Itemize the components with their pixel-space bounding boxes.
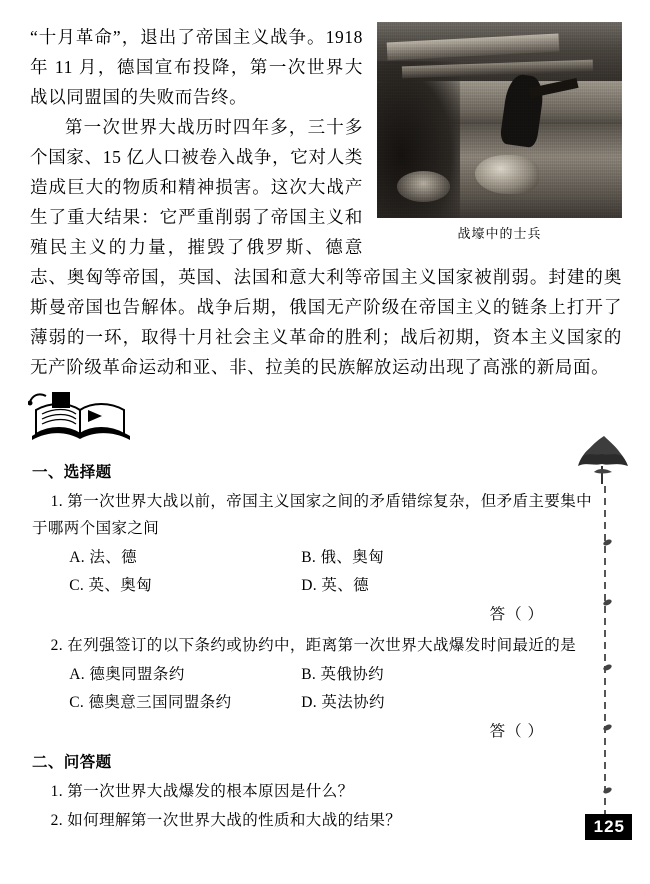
exercise-option-a[interactable]: A. 德奥同盟条约	[69, 666, 185, 683]
exercise-option-c[interactable]: C. 德奥意三国同盟条约	[69, 694, 232, 711]
exercise-options-row	[32, 544, 592, 571]
figure-caption: 战壕中的士兵	[457, 226, 542, 241]
exercise-question-1: 1. 第一次世界大战以前，帝国主义国家之间的矛盾错综复杂，但矛盾主要集中于哪两个国家之间	[32, 493, 592, 537]
exercise-answer-blank-1[interactable]: 答（ ）	[489, 606, 544, 623]
trench-soldier-photo	[377, 22, 622, 218]
exercise-options-row	[32, 661, 592, 688]
open-book-icon	[28, 390, 136, 448]
article-paragraph-2: 第一次世界大战历时四年多，三十多个国家、15 亿人口被卷入战争，它对人类造成巨大的物质和精神损害。这次大战产生了重大结果：它严重削弱了帝国主义和殖民主义的力量，摧毁了俄罗斯、德意志、奥匈等帝国，英国、法国和意大利等帝国主义国家被削弱。封建的奥斯曼帝国也告解体。战争后期，俄国无产阶级在帝国主义的链条上打开了薄弱的一环，取得十月社会主义革命的胜利；战后初期，资本主义国家的无产阶级革命运动和亚、非、拉美的民族解放运动出现了高涨的新局面。	[30, 117, 622, 377]
exercise-option-b[interactable]: B. 英俄协约	[301, 666, 385, 683]
exercise-options-row	[32, 572, 592, 599]
exercises-section	[32, 455, 592, 836]
essay-question-1: 1. 第一次世界大战爆发的根本原因是什么？	[50, 783, 354, 800]
exercise-option-b[interactable]: B. 俄、奥匈	[301, 549, 385, 566]
article-paragraph-1: “十月革命”，退出了帝国主义战争。1918 年 11 月，德国宣布投降，第一次世界大战以同盟国的失败而告终。	[30, 27, 363, 107]
exercise-section-heading-1: 一、选择题	[32, 464, 112, 481]
exercise-option-d[interactable]: D. 英、德	[301, 577, 370, 594]
exercise-section-heading-2: 二、问答题	[32, 754, 112, 771]
exercise-option-c[interactable]: C. 英、奥匈	[69, 577, 153, 594]
exercise-options-row	[32, 689, 592, 716]
essay-question-2: 2. 如何理解第一次世界大战的性质和大战的结果？	[50, 812, 402, 829]
exercise-option-a[interactable]: A. 法、德	[69, 549, 138, 566]
vine-decoration	[604, 486, 606, 816]
exercise-question-2: 2. 在列强签订的以下条约或协约中，距离第一次世界大战爆发时间最近的是	[50, 637, 577, 654]
page-number: 125	[585, 814, 632, 840]
exercise-option-d[interactable]: D. 英法协约	[301, 694, 385, 711]
article-section	[30, 22, 622, 382]
exercise-answer-blank-2[interactable]: 答（ ）	[489, 723, 544, 740]
figure-trench-soldier	[377, 22, 622, 242]
